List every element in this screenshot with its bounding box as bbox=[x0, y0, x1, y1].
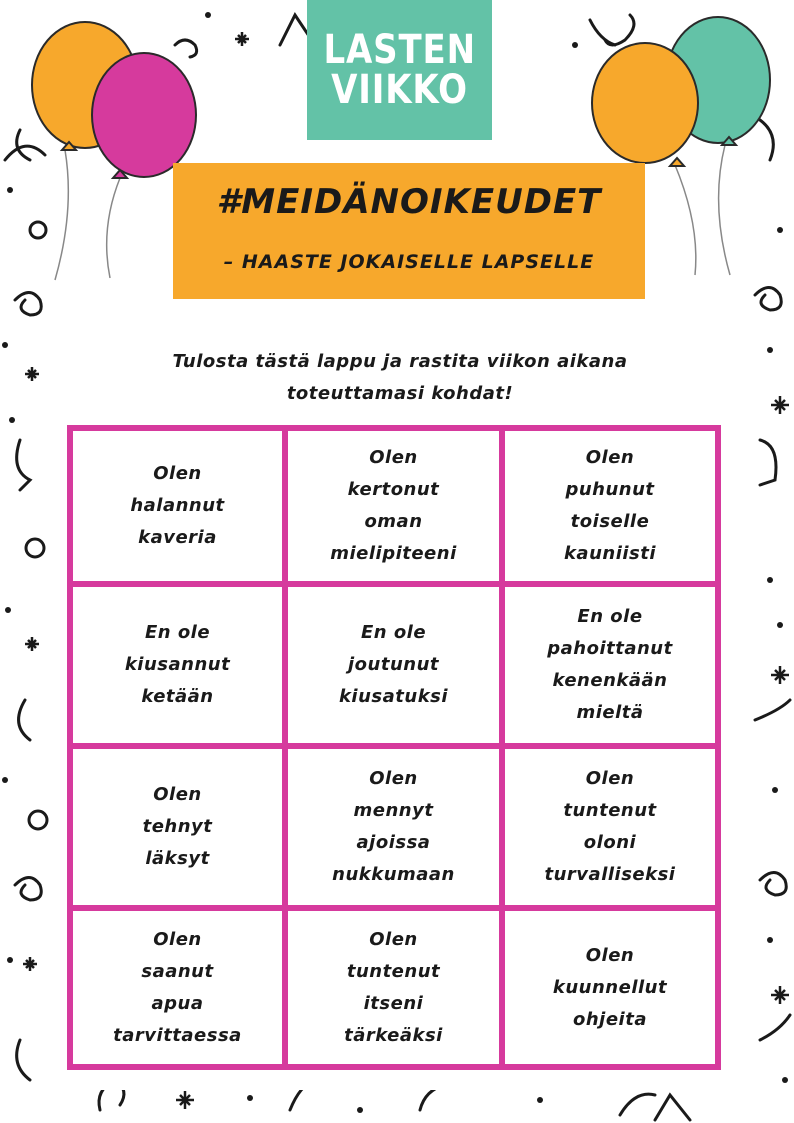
challenge-cell[interactable] bbox=[73, 749, 288, 911]
cell-text: Olen bbox=[153, 784, 202, 805]
instruction-text bbox=[100, 346, 700, 410]
challenge-cell[interactable] bbox=[505, 431, 715, 587]
cell-text: Olen bbox=[585, 447, 635, 468]
cell-text: Olen bbox=[585, 944, 635, 966]
challenge-cell[interactable] bbox=[288, 749, 505, 911]
cell-text: mieltä bbox=[576, 702, 644, 723]
cell-text: Olen bbox=[369, 447, 418, 468]
cell-text: kauniisti bbox=[563, 543, 657, 564]
cell-text: ketään bbox=[141, 686, 214, 707]
cell-text: kiusannut bbox=[124, 654, 231, 675]
cell-text: tarvittaessa bbox=[113, 1024, 242, 1046]
lasten-viikko-logo bbox=[307, 0, 492, 140]
cell-text: tuntenut bbox=[563, 800, 657, 821]
cell-text: oman bbox=[364, 511, 423, 532]
cell-text: Olen bbox=[153, 928, 202, 950]
cell-text: itseni bbox=[363, 992, 424, 1014]
cell-text: kiusatuksi bbox=[338, 686, 449, 707]
cell-text: halannut bbox=[130, 495, 225, 516]
cell-text: turvalliseksi bbox=[544, 864, 676, 885]
challenge-cell[interactable] bbox=[288, 911, 505, 1064]
instruction-line: toteuttamasi kohdat! bbox=[286, 383, 514, 404]
cell-text: Olen bbox=[153, 463, 202, 484]
cell-text: ohjeita bbox=[573, 1008, 647, 1030]
challenge-cell[interactable] bbox=[505, 911, 715, 1064]
cell-text: läksyt bbox=[145, 848, 210, 869]
cell-text: tärkeäksi bbox=[344, 1024, 443, 1046]
cell-text: kuunnellut bbox=[552, 976, 668, 998]
cell-text: En ole bbox=[144, 622, 211, 643]
challenge-cell[interactable] bbox=[288, 431, 505, 587]
cell-text: tehnyt bbox=[142, 816, 213, 837]
cell-text: mennyt bbox=[353, 800, 434, 821]
cell-text: joutunut bbox=[347, 654, 439, 675]
cell-text: Olen bbox=[369, 768, 418, 789]
cell-text: mielipiteeni bbox=[330, 543, 457, 564]
page-title: #MEIDÄNOIKEUDET bbox=[216, 182, 602, 222]
logo-text-line2: VIIKKO bbox=[331, 67, 468, 113]
cell-text: oloni bbox=[583, 832, 637, 853]
cell-text: En ole bbox=[360, 622, 427, 643]
cell-text: En ole bbox=[577, 606, 643, 627]
cell-text: nukkumaan bbox=[332, 864, 455, 885]
challenge-cell[interactable] bbox=[73, 431, 288, 587]
cell-text: puhunut bbox=[565, 479, 655, 500]
instruction-line: Tulosta tästä lappu ja rastita viikon aikana bbox=[172, 351, 628, 372]
cell-text: kaveria bbox=[138, 527, 217, 548]
cell-text: toiselle bbox=[570, 511, 650, 532]
challenge-cell[interactable] bbox=[73, 587, 288, 749]
challenge-cell[interactable] bbox=[73, 911, 288, 1064]
challenge-cell[interactable] bbox=[505, 749, 715, 911]
page-subtitle: – HAASTE JOKAISELLE LAPSELLE bbox=[223, 251, 595, 273]
cell-text: pahoittanut bbox=[547, 638, 673, 659]
cell-text: kertonut bbox=[347, 479, 440, 500]
cell-text: kenenkään bbox=[552, 670, 668, 691]
challenge-cell[interactable] bbox=[288, 587, 505, 749]
cell-text: ajoissa bbox=[356, 832, 431, 853]
logo-text-line1: LASTEN bbox=[323, 27, 476, 73]
cell-text: Olen bbox=[369, 928, 418, 950]
challenge-grid bbox=[67, 425, 721, 1070]
cell-text: tuntenut bbox=[346, 960, 441, 982]
cell-text: saanut bbox=[141, 960, 214, 982]
cell-text: apua bbox=[151, 992, 204, 1014]
cell-text: Olen bbox=[585, 768, 635, 789]
challenge-cell[interactable] bbox=[505, 587, 715, 749]
